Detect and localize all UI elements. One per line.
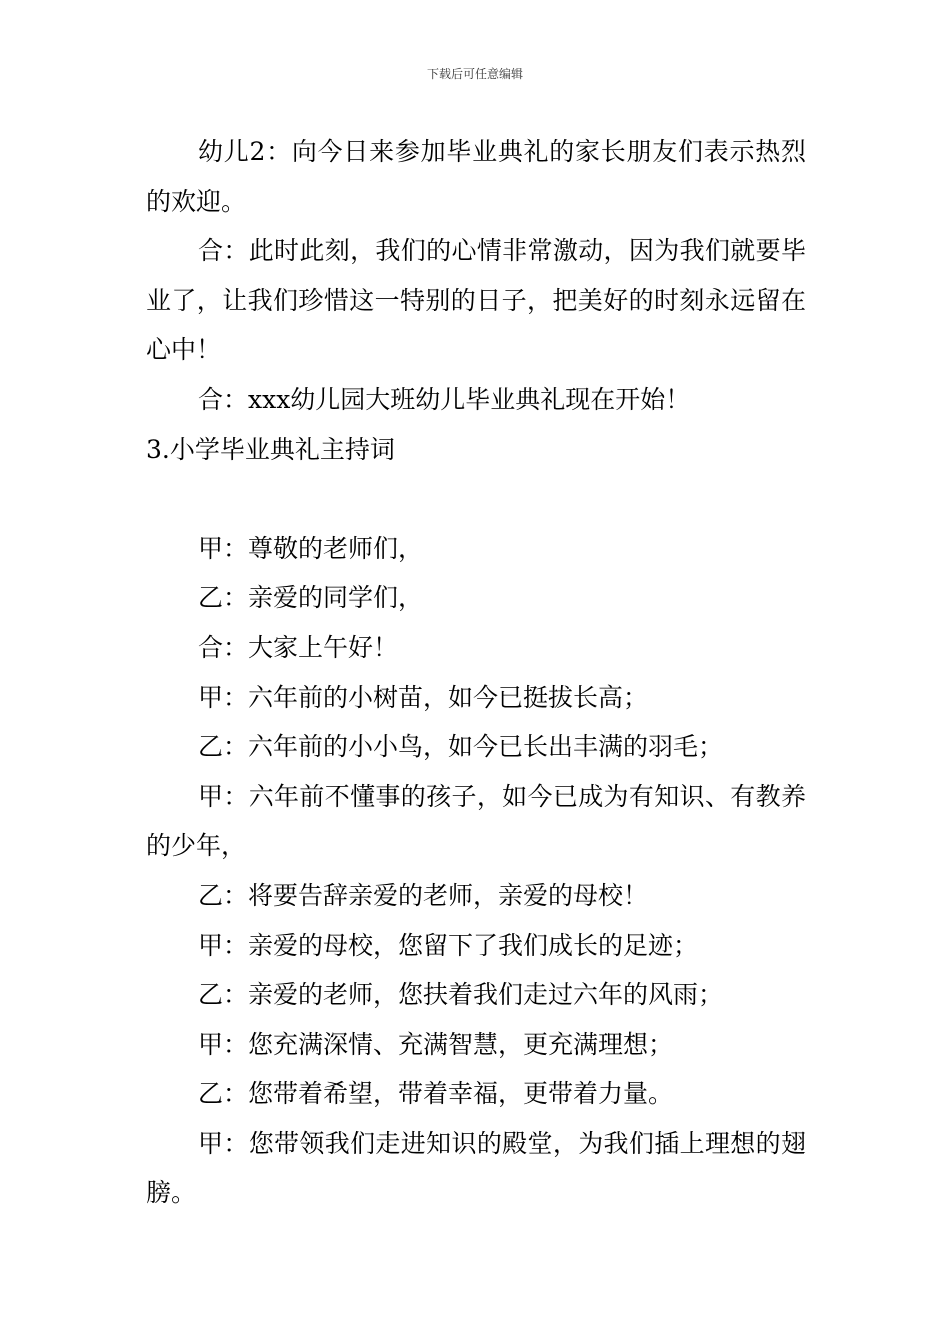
section-heading: 3.小学毕业典礼主持词: [146, 434, 395, 464]
script-line: 乙：将要告辞亲爱的老师，亲爱的母校！: [198, 880, 649, 910]
script-line: 乙：亲爱的老师，您扶着我们走过六年的风雨；: [198, 980, 724, 1010]
script-line: 乙：您带着希望，带着幸福，更带着力量。: [198, 1079, 674, 1109]
paragraph-welcome: 幼儿2：向今日来参加毕业典礼的家长朋友们表示热烈的欢迎。: [146, 137, 806, 216]
script-line: 甲：亲爱的母校，您留下了我们成长的足迹；: [198, 930, 699, 960]
document-body: [146, 127, 806, 1218]
paragraph-ceremony-start: 合：xxx幼儿园大班幼儿毕业典礼现在开始！: [198, 384, 691, 414]
blank-line: [146, 474, 806, 524]
script-line: 乙：亲爱的同学们，: [198, 583, 424, 613]
script-line: 合：大家上午好！: [198, 632, 399, 662]
script-line: 甲：您带领我们走进知识的殿堂，为我们插上理想的翅膀。: [146, 1128, 806, 1208]
script-line: 甲：六年前的小树苗，如今已挺拔长高；: [198, 682, 649, 712]
script-line: 甲：六年前不懂事的孩子，如今已成为有知识、有教养的少年，: [146, 781, 806, 861]
script-line: 甲：尊敬的老师们，: [198, 533, 424, 563]
script-line: 甲：您充满深情、充满智慧，更充满理想；: [198, 1029, 674, 1059]
page-header-note: 下载后可任意编辑: [426, 67, 523, 81]
script-line: 乙：六年前的小小鸟，如今已长出丰满的羽毛；: [198, 732, 724, 762]
paragraph-together-moment: 合：此时此刻，我们的心情非常激动，因为我们就要毕业了，让我们珍惜这一特别的日子，把美好的时刻永远留在心中！: [146, 236, 806, 365]
